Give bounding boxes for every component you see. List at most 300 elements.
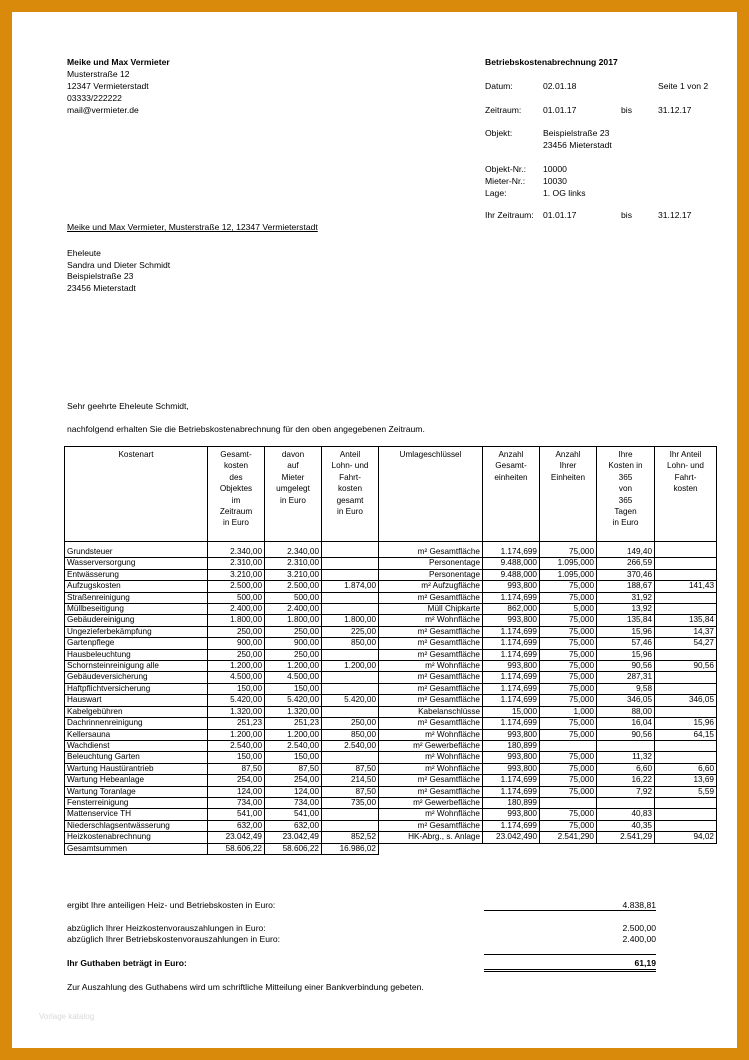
totals-allocated-cost: 58.606,22 xyxy=(265,843,322,854)
cell-tenant-cost: 40,35 xyxy=(597,820,655,831)
summary-line3-value: 2.400,00 xyxy=(622,934,656,944)
cell-labor-cost xyxy=(322,683,379,694)
cell-labor-cost xyxy=(322,649,379,660)
sender-phone: 03333/222222 xyxy=(67,93,122,103)
cell-allocation-key: Personentage xyxy=(379,558,483,569)
cell-allocated-cost: 87,50 xyxy=(265,763,322,774)
cell-tenant-cost: 13,92 xyxy=(597,604,655,615)
cell-tenant-units: 75,000 xyxy=(540,786,597,797)
cell-total-cost: 5.420,00 xyxy=(208,695,265,706)
cell-allocated-cost: 23.042,49 xyxy=(265,832,322,843)
cell-allocated-cost: 5.420,00 xyxy=(265,695,322,706)
table-row xyxy=(65,672,717,683)
cell-cost-type: Gebäudeversicherung xyxy=(65,672,208,683)
cell-tenant-cost: 16,04 xyxy=(597,718,655,729)
cell-tenant-labor-cost xyxy=(655,752,717,763)
cell-tenant-labor-cost: 13,69 xyxy=(655,775,717,786)
recipient-line4: 23456 Mieterstadt xyxy=(67,283,136,293)
cell-labor-cost xyxy=(322,592,379,603)
cell-allocation-key: m² Gesamtfläche xyxy=(379,649,483,660)
cell-tenant-units: 75,000 xyxy=(540,626,597,637)
result-underline-2 xyxy=(484,971,656,972)
table-row xyxy=(65,604,717,615)
cell-total-cost: 1.200,00 xyxy=(208,729,265,740)
cell-labor-cost: 250,00 xyxy=(322,718,379,729)
cell-cost-type: Ungezieferbekämpfung xyxy=(65,626,208,637)
cell-labor-cost: 214,50 xyxy=(322,775,379,786)
cell-total-cost: 1.200,00 xyxy=(208,661,265,672)
cell-labor-cost xyxy=(322,569,379,580)
cell-total-cost: 900,00 xyxy=(208,638,265,649)
objekt-label: Objekt: xyxy=(485,128,513,138)
cell-total-cost: 4.500,00 xyxy=(208,672,265,683)
cell-allocated-cost: 2.400,00 xyxy=(265,604,322,615)
column-header: Kostenart xyxy=(65,447,208,542)
ihr-zeitraum-label: Ihr Zeitraum: xyxy=(485,210,534,220)
cell-total-cost: 2.400,00 xyxy=(208,604,265,615)
cell-tenant-labor-cost: 135,84 xyxy=(655,615,717,626)
cell-tenant-units: 1,000 xyxy=(540,706,597,717)
cell-cost-type: Schornsteinreinigung alle xyxy=(65,661,208,672)
objekt-nr-label: Objekt-Nr.: xyxy=(485,164,527,174)
cell-total-cost: 2.340,00 xyxy=(208,547,265,558)
cell-cost-type: Wachdienst xyxy=(65,740,208,751)
column-header: Ihre Kosten in 365 von 365 Tagen in Euro xyxy=(597,447,655,542)
cell-labor-cost: 852,52 xyxy=(322,832,379,843)
cell-tenant-units: 75,000 xyxy=(540,763,597,774)
table-row xyxy=(65,820,717,831)
recipient-line2: Sandra und Dieter Schmidt xyxy=(67,260,171,270)
column-header: Anzahl Gesamt- einheiten xyxy=(483,447,540,542)
totals-label: Gesamtsummen xyxy=(65,843,208,854)
cell-allocation-key: m² Wohnfläche xyxy=(379,752,483,763)
result-overline xyxy=(484,954,656,955)
cell-total-units: 1.174,699 xyxy=(483,683,540,694)
lage-label: Lage: xyxy=(485,188,507,198)
cell-total-units: 1.174,699 xyxy=(483,820,540,831)
column-header: Gesamt- kosten des Objektes im Zeitraum in Euro xyxy=(208,447,265,542)
cell-allocation-key: m² Gewerbefläche xyxy=(379,740,483,751)
cell-allocation-key: m² Aufzugfläche xyxy=(379,581,483,592)
objekt-line2: 23456 Mieterstadt xyxy=(543,140,612,150)
cell-tenant-labor-cost xyxy=(655,740,717,751)
cell-tenant-labor-cost xyxy=(655,797,717,808)
cell-total-units: 1.174,699 xyxy=(483,592,540,603)
cell-allocated-cost: 250,00 xyxy=(265,649,322,660)
cell-total-cost: 1.320,00 xyxy=(208,706,265,717)
cell-allocation-key: m² Gesamtfläche xyxy=(379,775,483,786)
mieter-nr-label: Mieter-Nr.: xyxy=(485,176,526,186)
sender-city: 12347 Vermieterstadt xyxy=(67,81,149,91)
cell-cost-type: Gartenpflege xyxy=(65,638,208,649)
cell-tenant-cost: 188,67 xyxy=(597,581,655,592)
datum-label: Datum: xyxy=(485,81,513,91)
recipient-line1: Eheleute xyxy=(67,248,101,258)
cell-labor-cost: 735,00 xyxy=(322,797,379,808)
cell-total-units: 993,800 xyxy=(483,809,540,820)
cell-allocated-cost: 2.340,00 xyxy=(265,547,322,558)
cell-labor-cost xyxy=(322,752,379,763)
cell-total-units: 15,000 xyxy=(483,706,540,717)
cell-cost-type: Wasserversorgung xyxy=(65,558,208,569)
cell-tenant-units: 75,000 xyxy=(540,592,597,603)
cell-allocated-cost: 251,23 xyxy=(265,718,322,729)
cell-allocation-key: m² Gesamtfläche xyxy=(379,695,483,706)
cell-tenant-cost: 31,92 xyxy=(597,592,655,603)
cell-tenant-labor-cost: 54,27 xyxy=(655,638,717,649)
cell-tenant-units: 75,000 xyxy=(540,729,597,740)
cell-allocation-key: m² Gesamtfläche xyxy=(379,547,483,558)
cell-tenant-units: 75,000 xyxy=(540,581,597,592)
cell-total-units: 1.174,699 xyxy=(483,672,540,683)
cell-total-units: 862,000 xyxy=(483,604,540,615)
table-row xyxy=(65,547,717,558)
cell-allocation-key: m² Gesamtfläche xyxy=(379,626,483,637)
cell-labor-cost xyxy=(322,820,379,831)
cell-tenant-labor-cost: 15,96 xyxy=(655,718,717,729)
cell-tenant-labor-cost xyxy=(655,604,717,615)
cell-cost-type: Beleuchtung Garten xyxy=(65,752,208,763)
cell-tenant-units: 75,000 xyxy=(540,615,597,626)
cell-total-cost: 150,00 xyxy=(208,683,265,694)
cell-tenant-labor-cost xyxy=(655,592,717,603)
cell-allocated-cost: 734,00 xyxy=(265,797,322,808)
table-row xyxy=(65,569,717,580)
cell-tenant-labor-cost xyxy=(655,706,717,717)
cell-tenant-units: 75,000 xyxy=(540,683,597,694)
cell-tenant-cost: 40,83 xyxy=(597,809,655,820)
cell-total-cost: 3.210,00 xyxy=(208,569,265,580)
cell-labor-cost: 850,00 xyxy=(322,729,379,740)
datum-value: 02.01.18 xyxy=(543,81,577,91)
cell-allocated-cost: 4.500,00 xyxy=(265,672,322,683)
cell-tenant-units: 75,000 xyxy=(540,672,597,683)
cell-total-cost: 632,00 xyxy=(208,820,265,831)
cell-tenant-labor-cost: 6,60 xyxy=(655,763,717,774)
cell-allocated-cost: 2.310,00 xyxy=(265,558,322,569)
cell-tenant-cost: 370,46 xyxy=(597,569,655,580)
cell-tenant-units xyxy=(540,797,597,808)
cell-tenant-cost xyxy=(597,797,655,808)
objekt-line1: Beispielstraße 23 xyxy=(543,128,610,138)
cell-allocation-key: m² Gesamtfläche xyxy=(379,820,483,831)
table-row xyxy=(65,775,717,786)
cell-allocated-cost: 900,00 xyxy=(265,638,322,649)
zeitraum-to: 31.12.17 xyxy=(658,105,692,115)
cell-tenant-labor-cost xyxy=(655,683,717,694)
cell-tenant-units: 5,000 xyxy=(540,604,597,615)
cell-total-units: 993,800 xyxy=(483,729,540,740)
cell-allocated-cost: 1.320,00 xyxy=(265,706,322,717)
cell-tenant-labor-cost xyxy=(655,558,717,569)
cell-total-cost: 254,00 xyxy=(208,775,265,786)
cell-total-units: 9.488,000 xyxy=(483,569,540,580)
cell-total-cost: 2.310,00 xyxy=(208,558,265,569)
cell-total-units: 993,800 xyxy=(483,752,540,763)
table-row xyxy=(65,592,717,603)
cell-allocated-cost: 124,00 xyxy=(265,786,322,797)
cell-allocation-key: m² Gesamtfläche xyxy=(379,718,483,729)
cell-tenant-cost: 346,05 xyxy=(597,695,655,706)
cell-labor-cost xyxy=(322,706,379,717)
cell-tenant-cost: 15,96 xyxy=(597,649,655,660)
document-title: Betriebskostenabrechnung 2017 xyxy=(485,57,618,67)
cell-tenant-units: 75,000 xyxy=(540,638,597,649)
cell-allocation-key: m² Gesamtfläche xyxy=(379,672,483,683)
cell-tenant-units: 2.541,290 xyxy=(540,832,597,843)
cell-allocation-key: Personentage xyxy=(379,569,483,580)
cell-tenant-cost: 9,58 xyxy=(597,683,655,694)
recipient-line3: Beispielstraße 23 xyxy=(67,271,134,281)
cell-allocated-cost: 2.540,00 xyxy=(265,740,322,751)
cell-total-units: 9.488,000 xyxy=(483,558,540,569)
cell-cost-type: Straßenreinigung xyxy=(65,592,208,603)
cell-cost-type: Hausbeleuchtung xyxy=(65,649,208,660)
zeitraum-bis: bis xyxy=(621,105,632,115)
objekt-nr-value: 10000 xyxy=(543,164,567,174)
cell-allocation-key: m² Gesamtfläche xyxy=(379,683,483,694)
summary-line1-value: 4.838,81 xyxy=(622,900,656,910)
cell-allocated-cost: 1.200,00 xyxy=(265,661,322,672)
cell-tenant-labor-cost: 346,05 xyxy=(655,695,717,706)
table-row xyxy=(65,626,717,637)
cell-tenant-units xyxy=(540,740,597,751)
cell-labor-cost: 5.420,00 xyxy=(322,695,379,706)
mieter-nr-value: 10030 xyxy=(543,176,567,186)
table-row xyxy=(65,649,717,660)
cell-cost-type: Kellersauna xyxy=(65,729,208,740)
cell-allocation-key: Müll Chipkarte xyxy=(379,604,483,615)
cell-total-units: 993,800 xyxy=(483,581,540,592)
cell-allocated-cost: 254,00 xyxy=(265,775,322,786)
cell-cost-type: Gebäudereinigung xyxy=(65,615,208,626)
cell-total-cost: 87,50 xyxy=(208,763,265,774)
cell-total-units: 1.174,699 xyxy=(483,649,540,660)
cell-tenant-units: 75,000 xyxy=(540,752,597,763)
cell-labor-cost: 87,50 xyxy=(322,786,379,797)
table-row xyxy=(65,615,717,626)
cell-labor-cost xyxy=(322,809,379,820)
cell-total-units: 1.174,699 xyxy=(483,547,540,558)
cell-tenant-labor-cost: 141,43 xyxy=(655,581,717,592)
cell-allocation-key: m² Wohnfläche xyxy=(379,809,483,820)
cell-allocated-cost: 632,00 xyxy=(265,820,322,831)
column-header: Anteil Lohn- und Fahrt- kosten gesamt in Euro xyxy=(322,447,379,542)
totals-total-cost: 58.606,22 xyxy=(208,843,265,854)
cell-labor-cost: 225,00 xyxy=(322,626,379,637)
table-row xyxy=(65,683,717,694)
cell-total-cost: 250,00 xyxy=(208,649,265,660)
cell-total-cost: 250,00 xyxy=(208,626,265,637)
result-value: 61,19 xyxy=(634,958,656,968)
cell-cost-type: Wartung Toranlage xyxy=(65,786,208,797)
cell-total-units: 180,899 xyxy=(483,740,540,751)
table-row xyxy=(65,706,717,717)
intro-text: nachfolgend erhalten Sie die Betriebskostenabrechnung für den oben angegebenen Zeitraum. xyxy=(67,424,425,434)
table-row xyxy=(65,786,717,797)
cell-total-units: 1.174,699 xyxy=(483,718,540,729)
summary-line3-label: abzüglich Ihrer Betriebskostenvorauszahlungen in Euro: xyxy=(67,934,281,944)
cell-tenant-units: 1.095,000 xyxy=(540,569,597,580)
document-page xyxy=(12,12,737,1048)
cell-allocated-cost: 500,00 xyxy=(265,592,322,603)
cell-cost-type: Wartung Haustürantrieb xyxy=(65,763,208,774)
result-underline-1 xyxy=(484,969,656,970)
cell-allocation-key: HK-Abrg., s. Anlage xyxy=(379,832,483,843)
cell-tenant-cost: 135,84 xyxy=(597,615,655,626)
cell-tenant-cost: 149,40 xyxy=(597,547,655,558)
cell-tenant-labor-cost: 90,56 xyxy=(655,661,717,672)
summary-line2-label: abzüglich Ihrer Heizkostenvorauszahlungen in Euro: xyxy=(67,923,266,933)
cell-cost-type: Hauswart xyxy=(65,695,208,706)
cell-total-cost: 251,23 xyxy=(208,718,265,729)
sender-street: Musterstraße 12 xyxy=(67,69,130,79)
table-row xyxy=(65,729,717,740)
cell-allocation-key: m² Wohnfläche xyxy=(379,763,483,774)
cell-allocation-key: m² Gewerbefläche xyxy=(379,797,483,808)
cell-allocation-key: m² Wohnfläche xyxy=(379,729,483,740)
cell-labor-cost xyxy=(322,604,379,615)
table-row xyxy=(65,740,717,751)
cell-tenant-cost: 2.541,29 xyxy=(597,832,655,843)
cell-tenant-units: 75,000 xyxy=(540,809,597,820)
zeitraum-label: Zeitraum: xyxy=(485,105,522,115)
sender-email: mail@vermieter.de xyxy=(67,105,139,115)
cell-total-units: 993,800 xyxy=(483,661,540,672)
cell-cost-type: Niederschlagsentwässerung xyxy=(65,820,208,831)
cell-tenant-cost: 287,31 xyxy=(597,672,655,683)
cell-total-units: 23.042,490 xyxy=(483,832,540,843)
cell-tenant-units: 75,000 xyxy=(540,661,597,672)
column-header: Ihr Anteil Lohn- und Fahrt- kosten xyxy=(655,447,717,542)
cell-labor-cost xyxy=(322,558,379,569)
return-address: Meike und Max Vermieter, Musterstraße 12, 12347 Vermieterstadt xyxy=(67,222,318,232)
cell-tenant-labor-cost xyxy=(655,547,717,558)
table-row xyxy=(65,581,717,592)
result-label: Ihr Guthaben beträgt in Euro: xyxy=(67,958,187,968)
cell-allocation-key: Kabelanschlüsse xyxy=(379,706,483,717)
cell-tenant-units: 75,000 xyxy=(540,695,597,706)
cell-cost-type: Aufzugskosten xyxy=(65,581,208,592)
cell-tenant-units: 1.095,000 xyxy=(540,558,597,569)
cell-total-units: 993,800 xyxy=(483,763,540,774)
cell-allocation-key: m² Gesamtfläche xyxy=(379,786,483,797)
page-number: Seite 1 von 2 xyxy=(658,81,709,91)
table-row xyxy=(65,763,717,774)
salutation: Sehr geehrte Eheleute Schmidt, xyxy=(67,401,189,411)
cell-total-cost: 500,00 xyxy=(208,592,265,603)
cell-allocation-key: m² Wohnfläche xyxy=(379,661,483,672)
cell-allocated-cost: 250,00 xyxy=(265,626,322,637)
cell-cost-type: Kabelgebühren xyxy=(65,706,208,717)
cell-tenant-labor-cost xyxy=(655,649,717,660)
cell-total-units: 180,899 xyxy=(483,797,540,808)
cell-allocated-cost: 150,00 xyxy=(265,683,322,694)
watermark: Vorlage katalog xyxy=(39,1012,95,1021)
cell-total-cost: 541,00 xyxy=(208,809,265,820)
cell-total-cost: 150,00 xyxy=(208,752,265,763)
ihr-zeitraum-bis: bis xyxy=(621,210,632,220)
table-row xyxy=(65,661,717,672)
cell-tenant-labor-cost: 64,15 xyxy=(655,729,717,740)
cell-total-cost: 1.800,00 xyxy=(208,615,265,626)
summary-line1-label: ergibt Ihre anteiligen Heiz- und Betriebskosten in Euro: xyxy=(67,900,276,910)
cell-tenant-labor-cost xyxy=(655,672,717,683)
totals-row xyxy=(65,843,717,854)
cell-labor-cost: 87,50 xyxy=(322,763,379,774)
cell-tenant-cost: 57,46 xyxy=(597,638,655,649)
cell-tenant-cost: 15,96 xyxy=(597,626,655,637)
cell-tenant-units: 75,000 xyxy=(540,718,597,729)
cell-cost-type: Haftpflichtversicherung xyxy=(65,683,208,694)
zeitraum-from: 01.01.17 xyxy=(543,105,577,115)
cell-total-units: 1.174,699 xyxy=(483,695,540,706)
cell-total-units: 993,800 xyxy=(483,615,540,626)
cell-tenant-units: 75,000 xyxy=(540,649,597,660)
table-row xyxy=(65,797,717,808)
column-header: Umlageschlüssel xyxy=(379,447,483,542)
table-row xyxy=(65,718,717,729)
cell-total-units: 1.174,699 xyxy=(483,638,540,649)
cell-labor-cost xyxy=(322,672,379,683)
cell-tenant-units: 75,000 xyxy=(540,775,597,786)
ihr-zeitraum-from: 01.01.17 xyxy=(543,210,577,220)
cell-tenant-labor-cost: 94,02 xyxy=(655,832,717,843)
cell-tenant-cost: 7,92 xyxy=(597,786,655,797)
table-header-row xyxy=(65,447,717,542)
cell-total-units: 1.174,699 xyxy=(483,775,540,786)
cell-tenant-cost: 16,22 xyxy=(597,775,655,786)
cell-cost-type: Heizkostenabrechnung xyxy=(65,832,208,843)
totals-labor-cost: 16.986,02 xyxy=(322,843,379,854)
cell-cost-type: Müllbeseitigung xyxy=(65,604,208,615)
cell-labor-cost xyxy=(322,547,379,558)
cell-allocated-cost: 2.500,00 xyxy=(265,581,322,592)
cell-labor-cost: 2.540,00 xyxy=(322,740,379,751)
cell-cost-type: Fensterreinigung xyxy=(65,797,208,808)
table-row xyxy=(65,809,717,820)
cell-cost-type: Wartung Hebeanlage xyxy=(65,775,208,786)
cell-tenant-labor-cost: 14,37 xyxy=(655,626,717,637)
cell-tenant-labor-cost xyxy=(655,820,717,831)
cell-tenant-cost: 6,60 xyxy=(597,763,655,774)
column-header: davon auf Mieter umgelegt in Euro xyxy=(265,447,322,542)
cell-labor-cost: 1.200,00 xyxy=(322,661,379,672)
cell-tenant-labor-cost xyxy=(655,569,717,580)
cell-total-cost: 23.042,49 xyxy=(208,832,265,843)
cell-tenant-cost xyxy=(597,740,655,751)
cell-cost-type: Dachrinnenreinigung xyxy=(65,718,208,729)
closing-text: Zur Auszahlung des Guthabens wird um schriftliche Mitteilung einer Bankverbindung gebeten. xyxy=(67,982,424,992)
lage-value: 1. OG links xyxy=(543,188,586,198)
summary-line2-value: 2.500,00 xyxy=(622,923,656,933)
cell-total-cost: 2.540,00 xyxy=(208,740,265,751)
cell-tenant-cost: 266,59 xyxy=(597,558,655,569)
ihr-zeitraum-to: 31.12.17 xyxy=(658,210,692,220)
cell-cost-type: Mattenservice TH xyxy=(65,809,208,820)
table-row xyxy=(65,695,717,706)
cell-allocated-cost: 1.200,00 xyxy=(265,729,322,740)
cell-labor-cost: 1.874,00 xyxy=(322,581,379,592)
cell-total-units: 1.174,699 xyxy=(483,786,540,797)
cell-total-cost: 124,00 xyxy=(208,786,265,797)
column-header: Anzahl Ihrer Einheiten xyxy=(540,447,597,542)
cell-tenant-labor-cost: 5,59 xyxy=(655,786,717,797)
sender-name: Meike und Max Vermieter xyxy=(67,57,170,67)
table-row xyxy=(65,752,717,763)
cell-allocated-cost: 3.210,00 xyxy=(265,569,322,580)
cell-allocation-key: m² Gesamtfläche xyxy=(379,592,483,603)
